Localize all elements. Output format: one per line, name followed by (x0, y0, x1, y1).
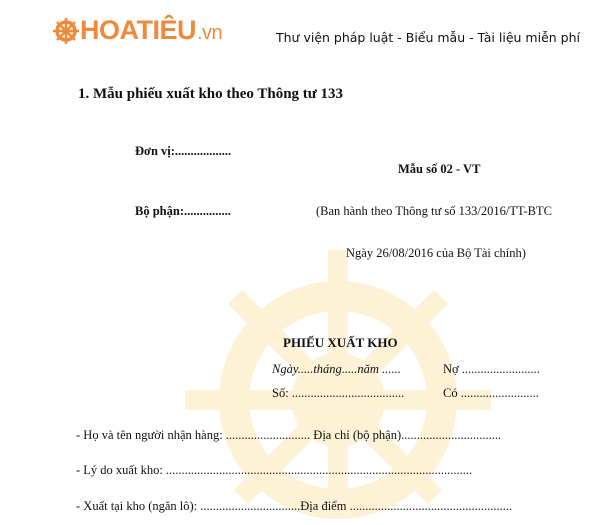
form-number: Mẫu số 02 - VT (398, 162, 481, 176)
don-vi-field: Đơn vị:.................. (135, 144, 232, 158)
logo-text: HOATIÊU (80, 15, 196, 45)
issued-date: Ngày 26/08/2016 của Bộ Tài chính) (346, 246, 526, 260)
number-field: Số: .................................... (272, 386, 405, 400)
date-line: Ngày.....tháng.....năm ...... (272, 362, 401, 376)
issued-by: (Ban hành theo Thông tư số 133/2016/TT-BTC (316, 204, 552, 218)
reason-field: - Lý do xuất kho: .................................................................................................. (76, 463, 473, 477)
tagline: Thư viện pháp luật - Biểu mẫu - Tài liệu miễn phí (276, 30, 580, 45)
page-title: 1. Mẫu phiếu xuất kho theo Thông tư 133 (78, 86, 344, 102)
logo-suffix: .vn (197, 22, 223, 44)
form-title: PHIẾU XUẤT KHO (283, 335, 398, 350)
warehouse-field: - Xuất tại kho (ngăn lô): ................................Địa điểm .................................................... (76, 499, 513, 513)
bo-phan-field: Bộ phận:............... (135, 204, 231, 218)
credit-field: Có ......................... (443, 386, 539, 400)
wheel-logo-icon (52, 17, 80, 45)
hoatieu-logo[interactable] (52, 15, 222, 46)
recipient-field: - Họ và tên người nhận hàng: ........................... Địa chỉ (bộ phận)................................ (76, 428, 502, 442)
debit-field: Nợ ......................... (443, 362, 540, 376)
